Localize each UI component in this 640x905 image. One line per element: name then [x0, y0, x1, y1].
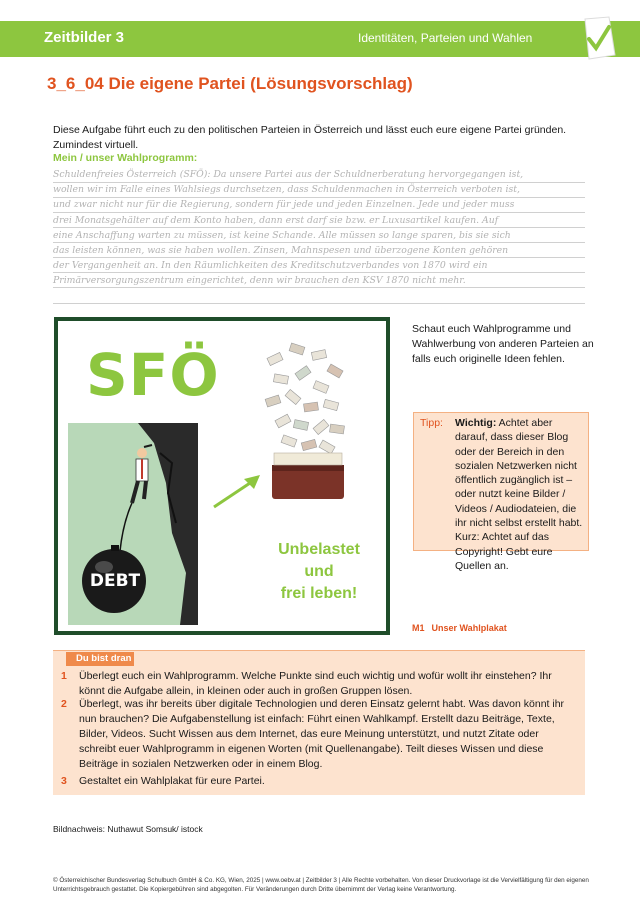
book-title: Zeitbilder 3: [44, 29, 125, 46]
writing-line: [53, 287, 585, 288]
page-title: 3_6_04 Die eigene Partei (Lösungsvorschlag): [47, 74, 413, 93]
slogan-line: und: [304, 563, 334, 580]
program-line: Primärversorgungszentrum eingerichtet, denn wir brauchen den KSV 1870 nicht mehr.: [53, 275, 466, 287]
slogan-line: Unbelastet: [278, 541, 360, 558]
task-number: 2: [61, 698, 67, 710]
arrow-icon: [208, 469, 268, 513]
program-line: wollen wir im Falle eines Wahlsiegs durchsetzen, dass Schuldenmachen in Österreich verboten ist,: [53, 184, 520, 196]
money-suitcase-illustration: [262, 341, 352, 511]
task-number: 1: [61, 670, 67, 682]
writing-line: [53, 227, 585, 228]
chapter-title: Identitäten, Parteien und Wahlen: [358, 31, 533, 45]
program-line: Schuldenfreies Österreich (SFÖ): Da unsere Partei aus der Schuldnerberatung hervorgegangen ist,: [53, 169, 524, 180]
program-line: eine Anschaffung warten zu müssen, ist keine Schande. Alle müssen so lange sparen, bis sie sich: [53, 229, 511, 241]
tip-box: [413, 412, 589, 572]
writing-line: [53, 242, 585, 243]
party-logo: SFÖ: [86, 341, 220, 409]
side-hint: Schaut euch Wahlprogramme und Wahlwerbung von anderen Parteien an falls euch originelle Ideen fehlen.: [412, 323, 594, 365]
poster-slogan: [254, 539, 384, 605]
caption-text: Unser Wahlplakat: [431, 623, 507, 633]
task-text: Gestaltet ein Wahlplakat für eure Partei.: [79, 775, 265, 787]
writing-line: [53, 197, 585, 198]
task-text: Überlegt euch ein Wahlprogramm. Welche Punkte sind euch wichtig und wofür wollt ihr einstehen? Ihr könnt die Aufgabe allein, in kleinen oder auch in großen Gruppen lösen.: [79, 670, 552, 697]
tip-body: [455, 416, 585, 573]
tip-strong: Wichtig:: [455, 417, 497, 429]
writing-line: [53, 303, 585, 304]
poster-caption: [412, 623, 507, 633]
election-poster: [54, 317, 390, 635]
document-check-icon: [575, 15, 623, 61]
image-credit: Bildnachweis: Nuthawut Somsuk/ istock: [53, 824, 203, 834]
debt-label: DEBT: [89, 571, 141, 591]
header-bar: [0, 21, 640, 57]
intro-text: Diese Aufgabe führt euch zu den politischen Parteien in Österreich und lässt euch eure eigene Partei gründen. Zumindest virtuell.: [53, 124, 567, 151]
writing-line: [53, 212, 585, 213]
writing-line: [53, 182, 585, 183]
writing-line: [53, 272, 585, 273]
climber-debt-illustration: [68, 423, 198, 625]
program-line: der Vergangenheit an. In den Räumlichkeiten des Kreditschutzverbandes von 1870 wird ein: [53, 260, 488, 272]
program-line: das leisten können, was sie haben wollen. Zinsen, Mahnspesen und überzogene Konten gehören: [53, 245, 509, 257]
writing-line: [53, 257, 585, 258]
task-text: Überlegt, was ihr bereits über digitale Technologien und deren Einsatz gelernt habt. Was davon könnt ihr nun brauchen? Die Aufgabenstellung ist einfach: Führt einen Wahlkampf. Erstellt dazu Beiträge, Texte, Bilder, Videos. Sucht Wissen aus dem Internet, das eure Meinung unterstützt, und nutzt Zitate oder schreibt euer Wahlprogramm in eigenen Worten (mit Quellenangabe). Teilt dieses Wissen und diese Beiträge in sozialen Netzwerken oder in einem Blog.: [79, 698, 565, 770]
program-line: und zwar nicht nur für die Regierung, sondern für jede und jeden Einzelnen. Jede und jeder muss: [53, 199, 515, 211]
tip-text: Achtet aber darauf, dass dieser Blog oder der Bereich in den sozialen Netzwerken nicht öffentlich zugänglich ist – oder nutzt keine Bilder / Videos / Audiodateien, die ihr nicht selbst erstellt habt. Kurz: Achtet auf das Copyright! Gebt eure Quellen an.: [455, 417, 583, 572]
slogan-line: frei leben!: [280, 585, 358, 602]
program-line: drei Monatsgehälter auf dem Konto haben, dann erst darf sie bzw. er Luxusartikel kaufen. Auf: [53, 214, 499, 226]
caption-id: M1: [412, 623, 425, 633]
copyright-footer: © Österreichischer Bundesverlag Schulbuch GmbH & Co. KG, Wien, 2025 | www.oebv.at | Zeitbilder 3 | Alle Rechte vorbehalten. Von dieser Druckvorlage ist die Vervielfältigung für den eigenen Unterrichtsgebrauch gestattet. Die Kopiergebühren sind abgegolten. Für Veränderungen durch Dritte übernimmt der Verlag keine Verantwortung.: [53, 877, 589, 893]
debt-illustration: [68, 423, 198, 625]
program-heading: Mein / unser Wahlprogramm:: [53, 152, 198, 164]
task-number: 3: [61, 775, 67, 787]
task-badge: Du bist dran: [66, 652, 134, 666]
tip-label: Tipp:: [420, 417, 443, 429]
